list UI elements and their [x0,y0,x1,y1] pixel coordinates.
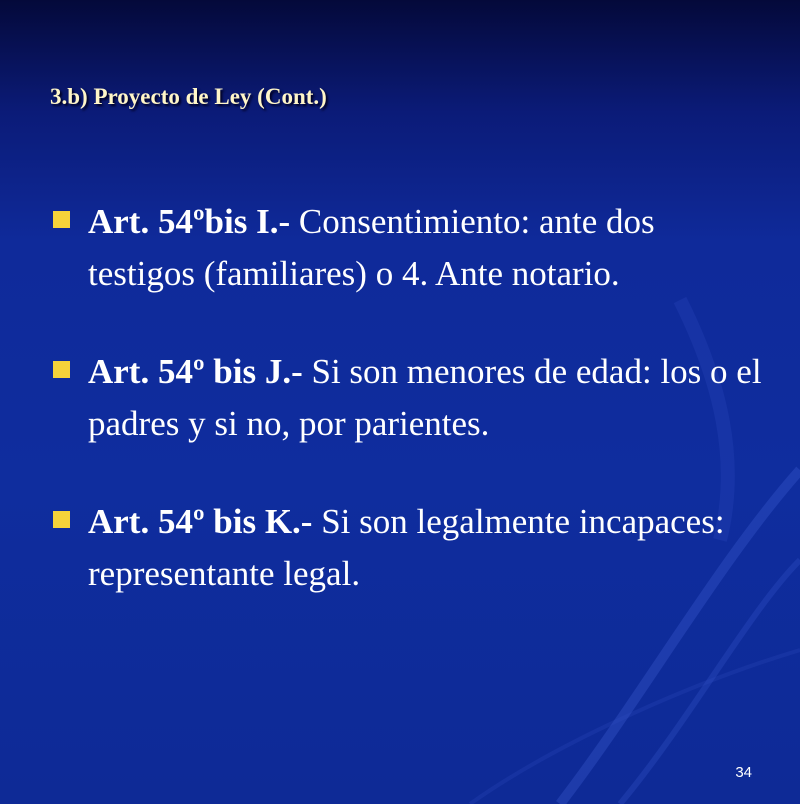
bullet-text: Consentimiento: ante dos testigos (familiares) o 4. Ante notario. [88,202,655,293]
square-bullet-icon [53,211,70,228]
bullet-heading: Art. 54º bis J.- [88,352,303,391]
bullet-text: Si son legalmente incapaces: representante legal. [88,502,725,593]
bullet-heading: Art. 54ºbis I.- [88,202,291,241]
page-number: 34 [735,764,752,781]
square-bullet-icon [53,511,70,528]
bullet-heading: Art. 54º bis K.- [88,502,313,541]
bullet-text: Si son menores de edad: los o el padres y si no, por parientes. [88,352,762,443]
bullet-item-art-54-bis-k [50,496,770,600]
bullet-item-art-54-bis-j [50,346,770,450]
square-bullet-icon [53,361,70,378]
bullet-item-art-54-bis-i [50,196,770,300]
bullet-list [50,196,770,600]
slide-title: 3.b) Proyecto de Ley (Cont.) [50,84,327,109]
